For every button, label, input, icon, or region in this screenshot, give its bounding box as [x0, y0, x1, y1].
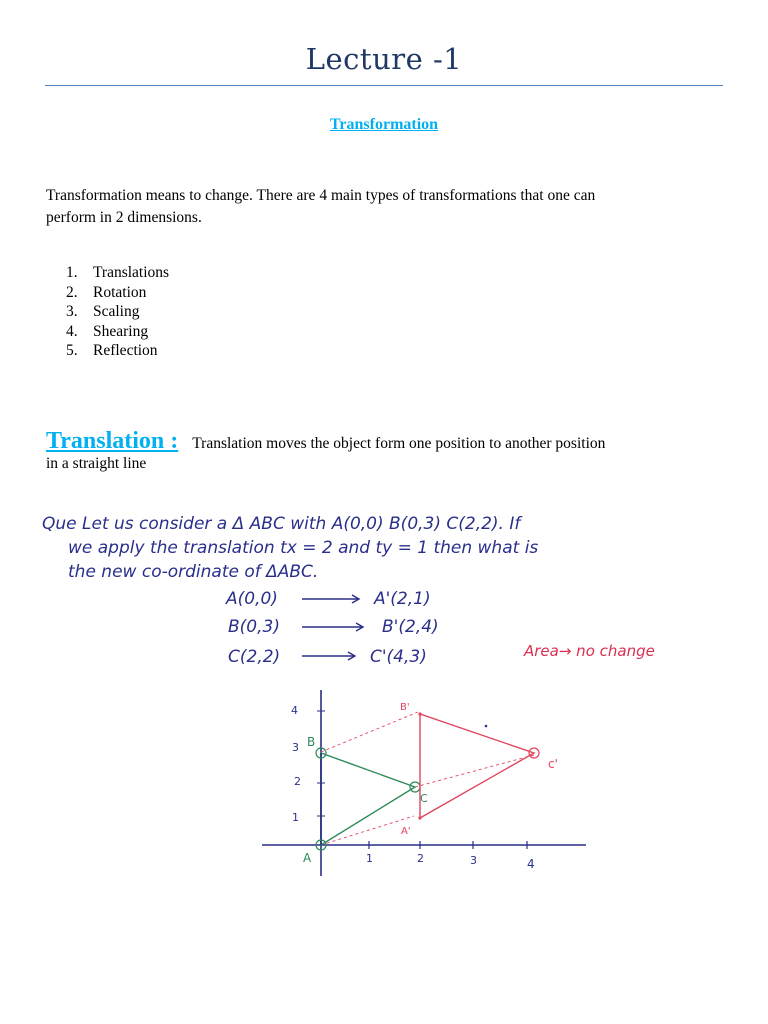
- mapping-from: B(0,3): [228, 617, 280, 637]
- point-c-prime-label: c': [548, 757, 558, 771]
- mapping-from: C(2,2): [228, 647, 281, 667]
- title-divider: [45, 85, 723, 86]
- dashed-connector: [415, 755, 534, 787]
- point-a-prime-marker: [418, 816, 421, 819]
- intro-line: perform in 2 dimensions.: [46, 209, 202, 226]
- point-b-prime-label: B': [400, 702, 410, 713]
- list-number: 1.: [66, 264, 78, 281]
- point-b-label: B: [307, 735, 316, 749]
- point-a-label: A: [303, 851, 312, 865]
- list-item: [66, 302, 169, 322]
- transformation-types-list: [66, 263, 169, 361]
- list-item: [66, 263, 169, 283]
- mapping-to: A'(2,1): [374, 589, 431, 609]
- y-tick-label: 4: [291, 704, 298, 717]
- x-tick-label: 1: [366, 852, 373, 865]
- translation-text: Translation moves the object form one position to another position: [192, 435, 606, 452]
- point-c-label: C: [420, 792, 428, 805]
- point-b-prime-marker: [418, 712, 421, 715]
- translation-section: [46, 430, 726, 475]
- list-label: Reflection: [93, 342, 158, 360]
- list-item: [66, 283, 169, 303]
- list-number: 5.: [66, 342, 78, 360]
- list-number: 3.: [66, 303, 78, 321]
- list-item: [66, 341, 169, 361]
- list-label: Translations: [93, 264, 170, 281]
- mapping-to: B'(2,4): [382, 617, 439, 637]
- y-tick-label: 1: [292, 811, 299, 824]
- handwritten-example-figure: [40, 500, 670, 880]
- question-line: the new co-ordinate of ΔABC.: [68, 562, 319, 582]
- list-label: Shearing: [93, 322, 149, 340]
- triangle-abc-prime: [420, 714, 534, 818]
- section-title: Transformation: [329, 116, 439, 133]
- translation-text-continued: in a straight line: [46, 455, 147, 472]
- list-label: Scaling: [93, 303, 140, 321]
- list-number: 4.: [66, 322, 78, 340]
- stray-dot: [485, 725, 488, 728]
- question-line: Que Let us consider a Δ ABC with A(0,0) B(0,3) C(2,2). If: [42, 514, 521, 534]
- dashed-connector: [321, 712, 418, 752]
- point-a-prime-label: A': [401, 826, 411, 837]
- question-line: we apply the translation tx = 2 and ty = 1 then what is: [68, 538, 539, 558]
- translation-heading: Translation :: [46, 428, 179, 454]
- x-tick-label: 3: [470, 854, 477, 867]
- mapping-to: C'(4,3): [370, 647, 427, 667]
- intro-paragraph: [46, 185, 726, 229]
- list-number: 2.: [66, 283, 78, 301]
- mapping-from: A(0,0): [226, 589, 278, 609]
- list-item: [66, 322, 169, 342]
- lecture-title: Lecture -1: [305, 42, 463, 76]
- y-tick-label: 2: [294, 775, 301, 788]
- x-tick-label: 2: [417, 852, 424, 865]
- list-label: Rotation: [93, 283, 147, 301]
- y-tick-label: 3: [292, 741, 299, 754]
- x-tick-label: 4: [527, 857, 535, 871]
- area-note: Area→ no change: [524, 642, 655, 660]
- intro-line: Transformation means to change. There are 4 main types of transformations that one can: [46, 187, 596, 204]
